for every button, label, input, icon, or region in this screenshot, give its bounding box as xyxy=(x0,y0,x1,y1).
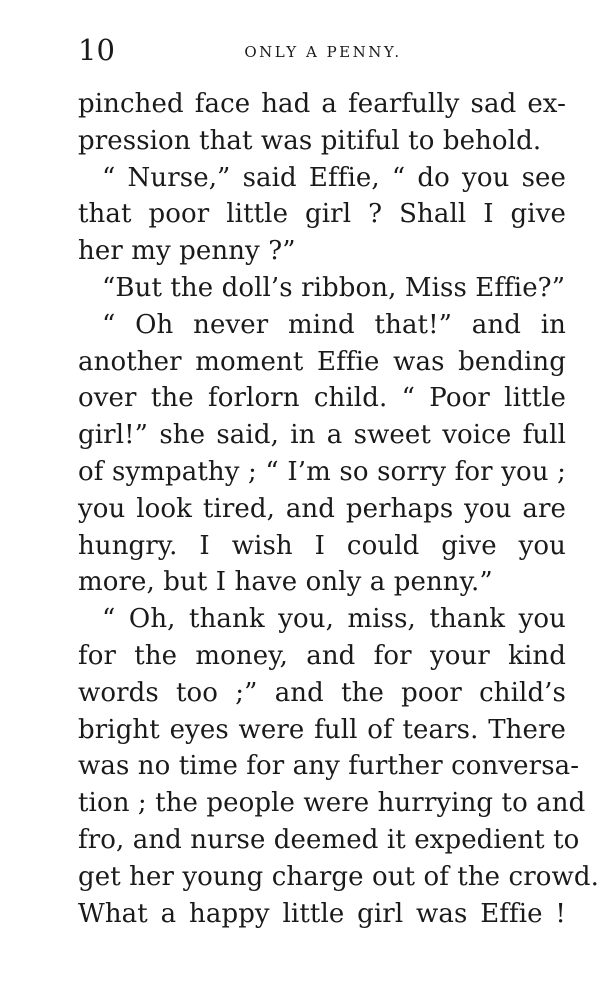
body-text xyxy=(78,86,599,932)
text-line: hungry. I wish I could give you xyxy=(78,530,566,561)
text-line: words too ;” and the poor child’s xyxy=(78,677,566,708)
text-line: “ Oh never mind that!” and in xyxy=(102,309,566,340)
text-line: pression that was pitiful to behold. xyxy=(78,125,542,156)
text-line: her my penny ?” xyxy=(78,236,296,267)
text-line: bright eyes were full of tears. There xyxy=(78,714,566,745)
text-line: that poor little girl ? Shall I give xyxy=(78,199,566,230)
text-line: pinched face had a fearfully sad ex- xyxy=(78,89,566,119)
text-line: over the forlorn child. “ Poor little xyxy=(78,383,566,414)
text-line: “But the doll’s ribbon, Miss Effie?” xyxy=(102,272,566,303)
text-line: “ Oh, thank you, miss, thank you xyxy=(102,604,566,635)
text-line: you look tired, and perhaps you are xyxy=(78,493,566,524)
text-line: another moment Effie was bending xyxy=(78,346,566,377)
text-line: What a happy little girl was Effie ! xyxy=(78,898,566,929)
text-line: was no time for any further conversa- xyxy=(78,751,580,782)
text-line: fro, and nurse deemed it expedient to xyxy=(78,824,580,855)
text-line: “ Nurse,” said Effie, “ do you see xyxy=(102,162,566,193)
text-line: girl!” she said, in a sweet voice full xyxy=(78,420,566,451)
page-header xyxy=(78,30,568,70)
text-line: tion ; the people were hurrying to and xyxy=(78,788,586,819)
text-line: of sympathy ; “ I’m so sorry for you ; xyxy=(78,456,566,487)
text-line: more, but I have only a penny.” xyxy=(78,567,493,598)
text-line: for the money, and for your kind xyxy=(78,640,566,671)
running-title: ONLY A PENNY. xyxy=(244,43,402,61)
text-line: get her young charge out of the crowd. xyxy=(78,861,599,892)
page-number: 10 xyxy=(78,33,115,67)
